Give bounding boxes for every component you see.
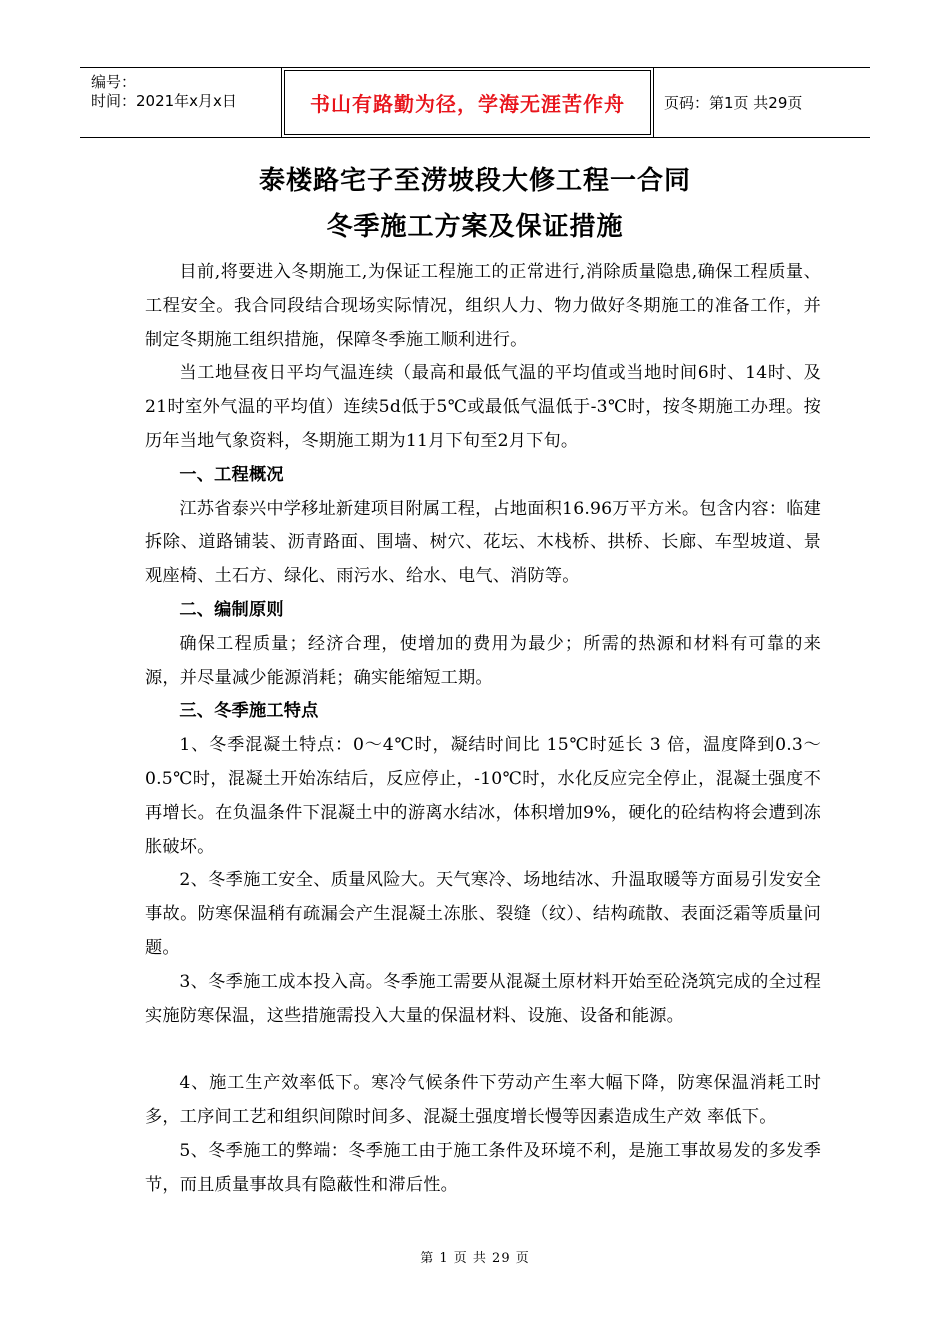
section-heading: 二、编制原则 bbox=[179, 599, 284, 620]
header-motto-cell bbox=[282, 68, 654, 137]
list-item: 4、施工生产效率低下。寒冷气候条件下劳动产生率大幅下降，防寒保温消耗工时多，工序间工艺和组织间隙时间多、混凝土强度增长慢等因素造成生产效 率低下。 bbox=[145, 1073, 821, 1128]
section-heading: 一、工程概况 bbox=[179, 464, 284, 485]
section-heading: 三、冬季施工特点 bbox=[179, 701, 319, 722]
header-page-info: 页码：第1页 共29页 bbox=[664, 94, 803, 112]
document-title: 泰楼路宅子至涝坡段大修工程一合同 bbox=[258, 166, 691, 196]
page-footer: 第 1 页 共 29 页 bbox=[420, 1251, 530, 1266]
number-label: 编号： bbox=[91, 73, 137, 91]
document-body bbox=[145, 256, 821, 1203]
section-paragraph: 江苏省泰兴中学移址新建项目附属工程，占地面积16.96万平方米。包含内容：临建拆除、道路铺装、沥青路面、围墙、树穴、花坛、木栈桥、拱桥、长廊、车型坡道、景观座椅、土石方、绿化、雨污水、给水、电气、消防等。 bbox=[145, 498, 821, 587]
header-motto: 书山有路勤为径，学海无涯苦作舟 bbox=[284, 70, 651, 135]
document-subtitle: 冬季施工方案及保证措施 bbox=[326, 212, 624, 242]
list-item: 3、冬季施工成本投入高。冬季施工需要从混凝土原材料开始至砼浇筑完成的全过程实施防寒保温，这些措施需投入大量的保温材料、设施、设备和能源。 bbox=[145, 971, 821, 1026]
header-meta bbox=[80, 68, 282, 137]
paragraph-gap bbox=[145, 1033, 821, 1067]
document-header bbox=[80, 67, 870, 138]
intro-paragraph: 当工地昼夜日平均气温连续（最高和最低气温的平均值或当地时间6时、14时、及21时室外气温的平均值）连续5d低于5℃或最低气温低于-3℃时，按冬期施工办理。按历年当地气象资料，冬期施工期为11月下旬至2月下旬。 bbox=[145, 363, 821, 451]
list-item: 1、冬季混凝土特点：0～4℃时，凝结时间比 15℃时延长 3 倍，温度降到0.3～ 0.5℃时，混凝土开始冻结后，反应停止，-10℃时，水化反应完全停止，混凝土强度不再增长。在负温条件下混凝土中的游离水结冰，体积增加9%，硬化的砼结构将会遭到冻胀破坏。 bbox=[145, 735, 821, 857]
section-paragraph: 确保工程质量；经济合理，使增加的费用为最少；所需的热源和材料有可靠的来源，并尽量减少能源消耗；确实能缩短工期。 bbox=[145, 633, 821, 688]
list-item: 5、冬季施工的弊端：冬季施工由于施工条件及环境不利，是施工事故易发的多发季节，而且质量事故具有隐蔽性和滞后性。 bbox=[145, 1140, 821, 1195]
intro-paragraph: 目前,将要进入冬期施工,为保证工程施工的正常进行,消除质量隐患,确保工程质量、工程安全。我合同段结合现场实际情况，组织人力、物力做好冬期施工的准备工作，并制定冬期施工组织措施，保障冬季施工顺利进行。 bbox=[145, 262, 821, 350]
time-label: 时间：2021年x月x日 bbox=[91, 92, 237, 110]
list-item: 2、冬季施工安全、质量风险大。天气寒冷、场地结冰、升温取暖等方面易引发安全事故。防寒保温稍有疏漏会产生混凝土冻胀、裂缝（纹）、结构疏散、表面泛霜等质量问题。 bbox=[145, 870, 821, 958]
